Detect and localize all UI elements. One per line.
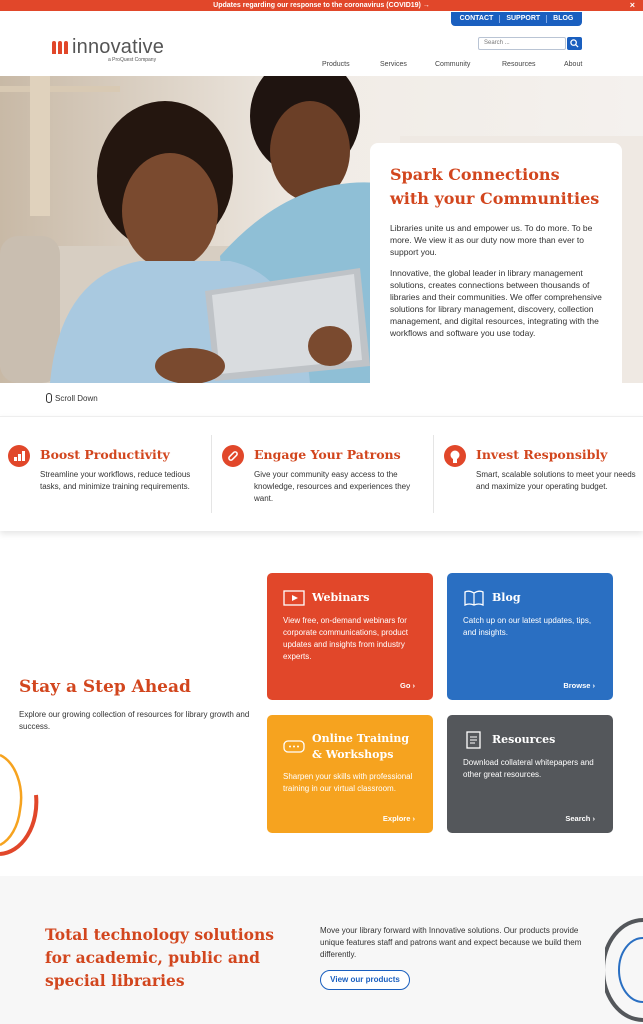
chevron-right-icon: › <box>412 681 415 690</box>
tile-title: Blog <box>492 591 521 604</box>
logo-mark-icon <box>52 41 68 54</box>
solutions-title: Total technology solutions for academic, public and special libraries <box>45 925 274 990</box>
search-button[interactable] <box>567 37 582 50</box>
feature-desc: Smart, scalable solutions to meet your needs and maximize your operating budget. <box>476 470 636 491</box>
tile-title: Online Training & Workshops <box>312 732 410 761</box>
search-input[interactable]: Search ... <box>478 37 566 50</box>
feature-title: Invest Responsibly <box>476 447 608 462</box>
support-link[interactable]: SUPPORT <box>500 15 547 23</box>
decorative-arc <box>605 916 643 1024</box>
training-tile[interactable] <box>267 715 433 833</box>
tile-header <box>463 589 597 607</box>
covid-alert-link[interactable]: Updates regarding our response to the coronavirus (COVID19) → <box>213 2 430 9</box>
scroll-down-label: Scroll Down <box>55 393 98 403</box>
logo-text: innovative <box>72 36 165 58</box>
blog-link[interactable]: BLOG <box>553 15 574 22</box>
hero-title: Spark Connections with your Communities <box>390 165 600 208</box>
tile-cta[interactable] <box>565 814 595 823</box>
blog-tile[interactable] <box>447 573 613 700</box>
nav-resources[interactable]: Resources <box>502 61 536 68</box>
tile-header <box>463 731 597 749</box>
nav-community[interactable]: Community <box>435 61 471 68</box>
hero-paragraph-1: Libraries unite us and empower us. To do more. To be more. We view it as our duty now more than ever to support you. <box>390 223 593 257</box>
search-icon <box>570 39 579 48</box>
feature-desc: Give your community easy access to the knowledge, resources and experiences they want. <box>254 470 411 503</box>
features-strip <box>0 416 643 531</box>
feature-desc: Streamline your workflows, reduce tedious tasks, and minimize training requirements. <box>40 470 191 491</box>
feature-boost-productivity <box>0 435 211 513</box>
decorative-arc <box>0 750 40 860</box>
nav-products[interactable]: Products <box>322 61 350 68</box>
resources-tile[interactable] <box>447 715 613 833</box>
scroll-down-link[interactable] <box>46 393 98 403</box>
tile-desc: Sharpen your skills with professional training in our virtual classroom. <box>283 772 413 793</box>
hero-paragraph-2: Innovative, the global leader in library management solutions, creates connections between thousands of libraries and their communities. We offer comprehensive solutions for library management, discovery, collection management, and digital resources, integrating with the workflows and software you use today. <box>390 268 602 338</box>
feature-engage-patrons <box>211 435 433 513</box>
feature-title: Boost Productivity <box>40 447 170 462</box>
tile-cta-label: Go <box>399 681 411 690</box>
mouse-icon <box>46 393 52 403</box>
nav-about[interactable]: About <box>564 61 583 68</box>
site-header <box>0 11 643 76</box>
link-icon <box>222 445 244 467</box>
solutions-desc: Move your library forward with Innovative solutions. Our products provide unique features staff and patrons want and expect because we build them differently. <box>320 926 582 959</box>
covid-alert-bar[interactable] <box>0 0 643 11</box>
chat-icon <box>283 738 305 756</box>
tile-title: Resources <box>492 733 556 746</box>
chevron-right-icon: › <box>592 681 595 690</box>
chart-icon <box>8 445 30 467</box>
tile-cta[interactable] <box>400 681 415 690</box>
logo-tagline: a ProQuest Company <box>108 57 157 63</box>
feature-title: Engage Your Patrons <box>254 447 401 462</box>
document-icon <box>463 731 485 749</box>
nav-services[interactable]: Services <box>380 61 407 68</box>
section-desc: Explore our growing collection of resources for library growth and success. <box>19 710 250 731</box>
chevron-right-icon: › <box>592 814 595 823</box>
tile-cta[interactable] <box>563 681 595 690</box>
section-title: Stay a Step Ahead <box>19 677 191 697</box>
video-icon <box>283 589 305 607</box>
tile-desc: Catch up on our latest updates, tips, and insights. <box>463 616 592 637</box>
award-icon <box>444 445 466 467</box>
tile-desc: Download collateral whitepapers and other great resources. <box>463 758 594 779</box>
chevron-right-icon: › <box>412 814 415 823</box>
tile-header <box>283 589 417 607</box>
utility-nav <box>451 12 582 26</box>
tile-cta-label: Search <box>565 814 591 823</box>
tile-cta[interactable] <box>383 814 415 823</box>
tile-title: Webinars <box>312 591 370 604</box>
tile-desc: View free, on-demand webinars for corporate communications, product updates and insights from industry experts. <box>283 616 408 661</box>
logo[interactable] <box>52 36 165 63</box>
tile-cta-label: Explore <box>382 814 411 823</box>
feature-invest-responsibly <box>433 435 643 513</box>
hero-card <box>370 143 622 383</box>
contact-link[interactable]: CONTACT <box>454 15 501 23</box>
book-icon <box>463 589 485 607</box>
webinars-tile[interactable] <box>267 573 433 700</box>
solutions-section <box>0 876 643 1024</box>
tile-header <box>283 731 417 763</box>
view-products-button[interactable]: View our products <box>320 970 410 990</box>
tile-cta-label: Browse <box>563 681 591 690</box>
close-icon[interactable]: × <box>629 0 635 10</box>
